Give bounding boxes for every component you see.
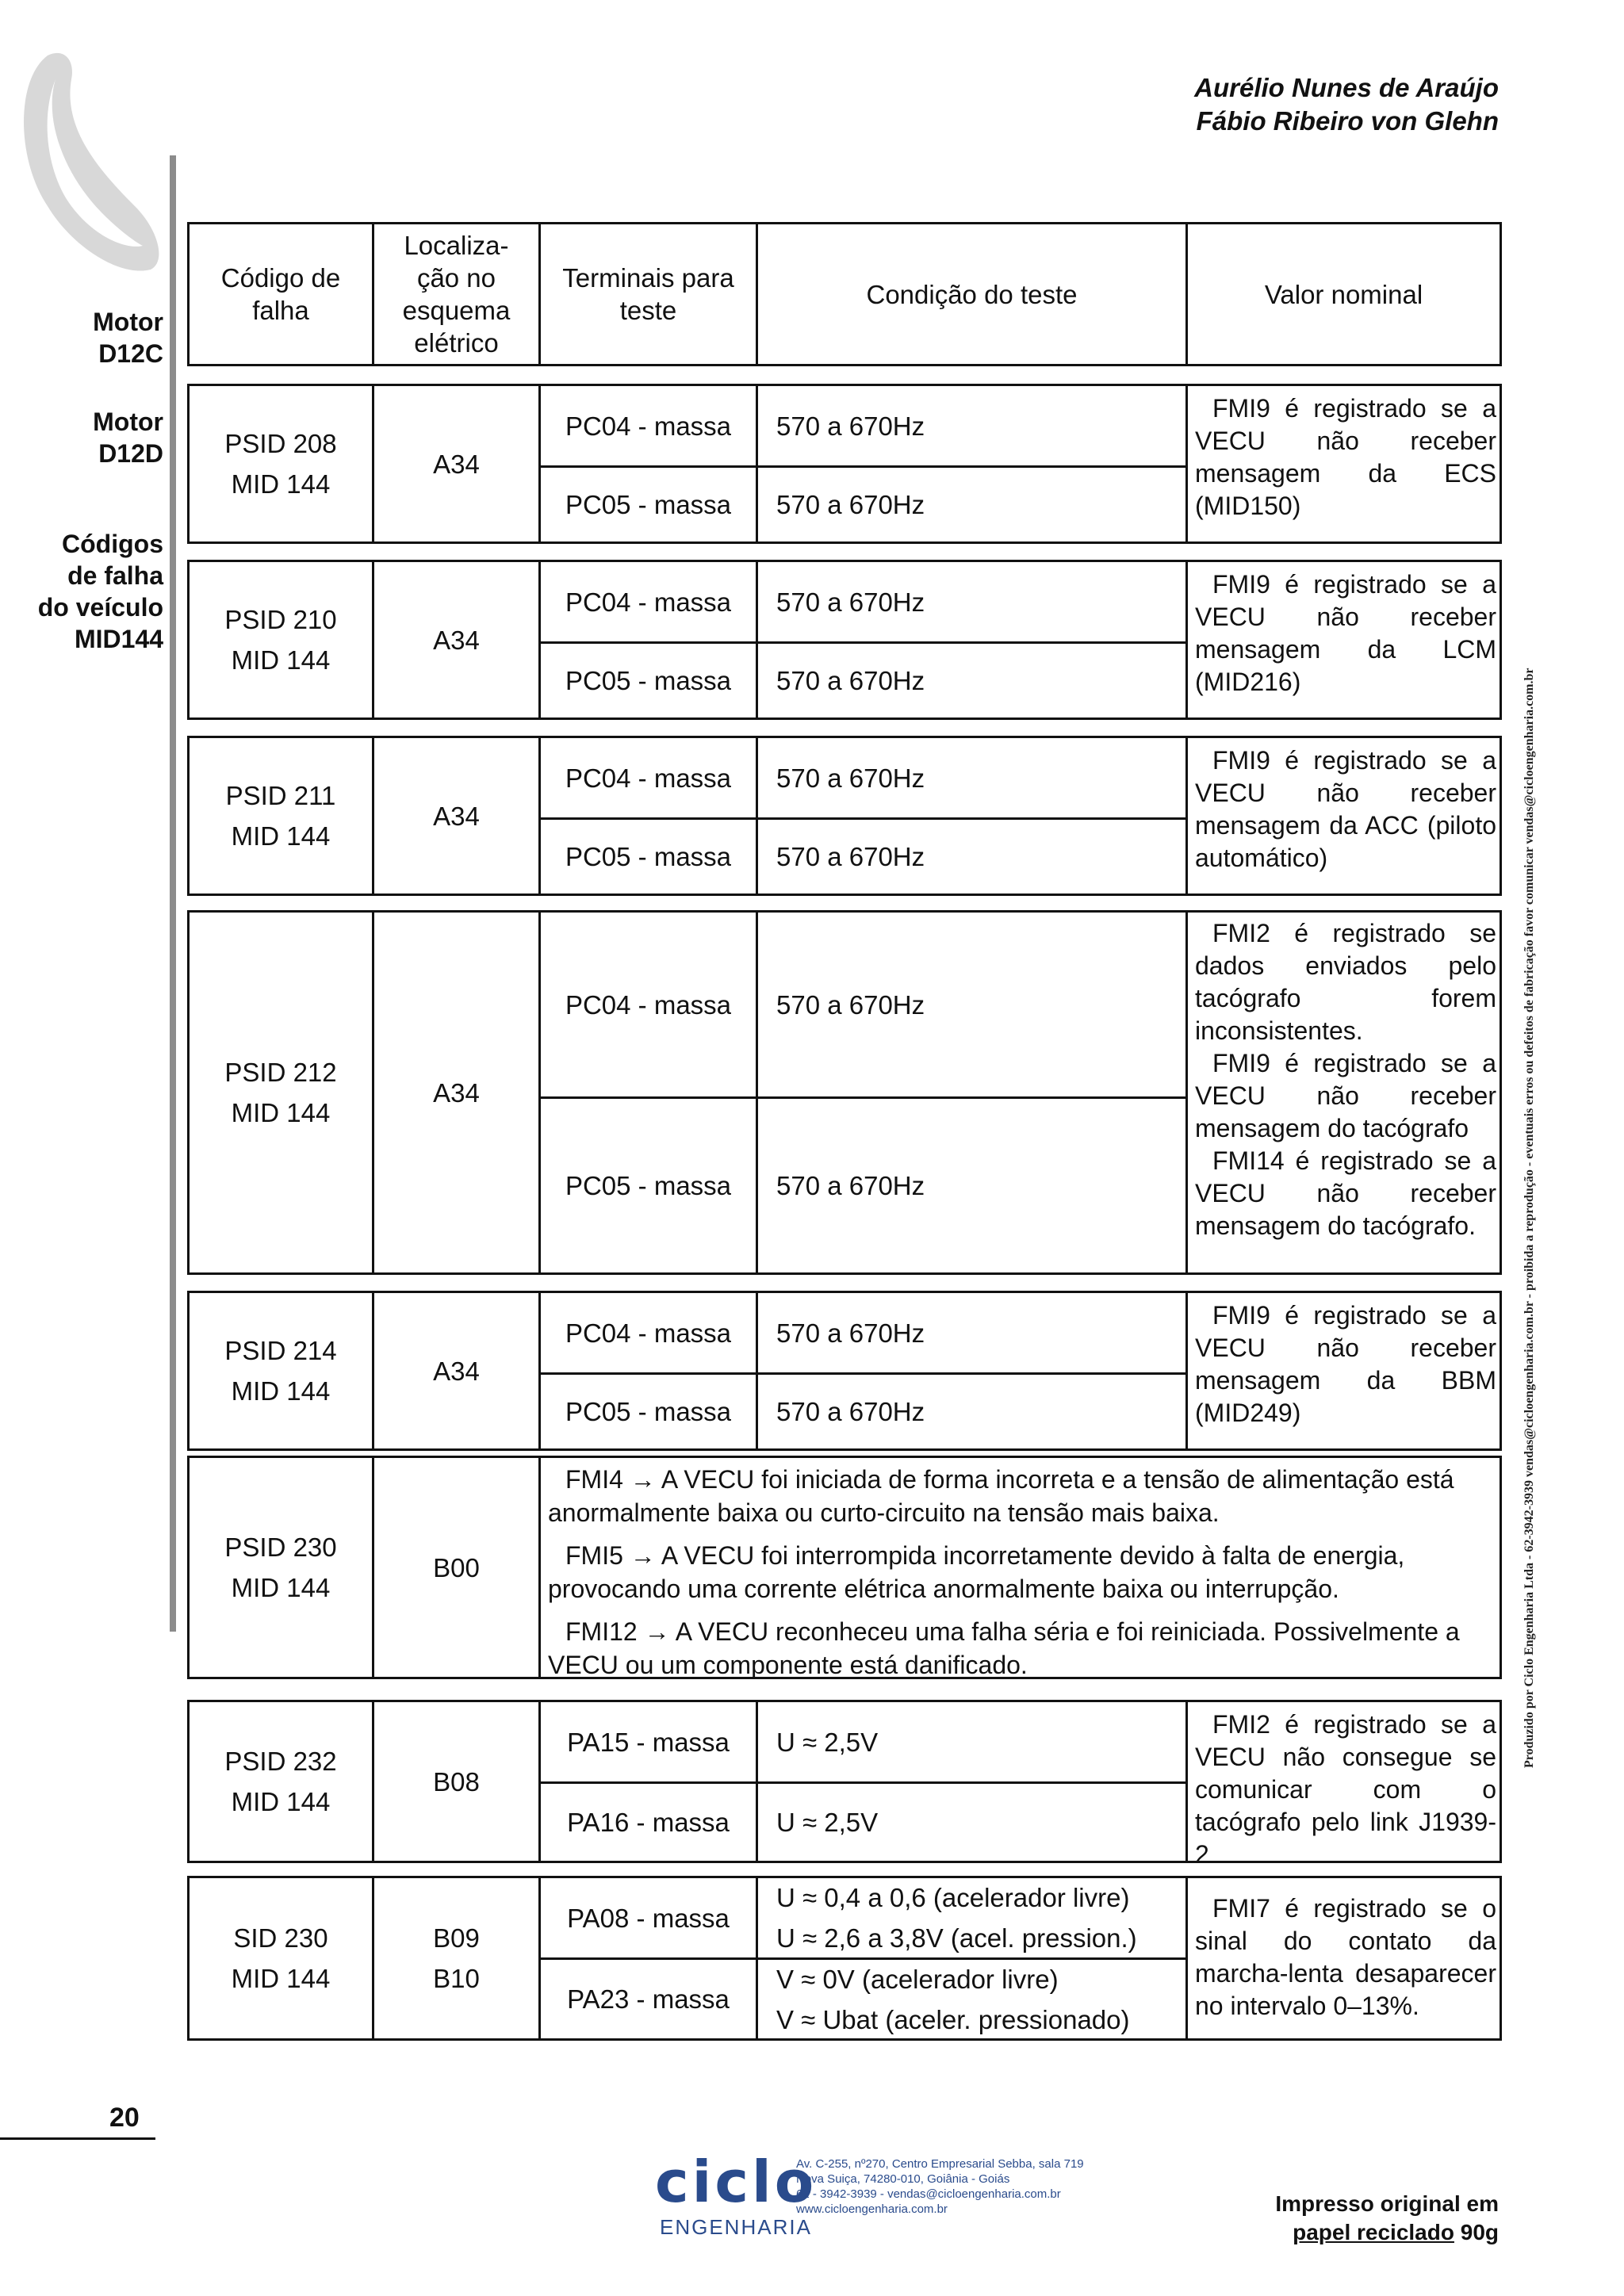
company-logo: ciclo <box>655 2149 818 2215</box>
nominal-value <box>1195 744 1496 874</box>
location-code: B08 <box>433 1766 480 1797</box>
table-row <box>187 736 1502 896</box>
header-nominal-value: Valor nominal <box>1264 279 1423 309</box>
company-logo-subtitle: ENGENHARIA <box>660 2215 812 2239</box>
table-row <box>187 910 1502 1275</box>
production-credit: Produzido por Ciclo Engenharia Ltda - 62-3942-3939 vendas@cicloengenharia.com.br - proibida a reprodução - eventuais erros ou defeitos de fabricação favor comunicar vendas@cicloengenharia.com.br <box>1522 668 1536 1768</box>
nominal-value-paragraph: FMI9 é registrado se a VECU não receber mensagem da ACC (piloto automático) <box>1195 746 1496 872</box>
test-condition: 570 a 670Hz <box>776 763 925 793</box>
nominal-value-paragraph: FMI9 é registrado se a VECU não receber mensagem da LCM (MID216) <box>1195 570 1496 696</box>
location-code: A34 <box>433 1077 480 1108</box>
nominal-value-paragraph: FMI14 é registrado se a VECU não receber mensagem do tacógrafo. <box>1195 1146 1496 1240</box>
fault-code: PSID 232 MID 144 <box>224 1747 337 1816</box>
test-condition: 570 a 670Hz <box>776 490 925 519</box>
section-label-motor-d12d <box>5 406 163 469</box>
header-condition: Condição do teste <box>866 279 1078 309</box>
fault-code: PSID 214 MID 144 <box>224 1336 337 1406</box>
test-condition: 570 a 670Hz <box>776 1397 925 1426</box>
table-row <box>187 560 1502 720</box>
test-terminal: PA23 - massa <box>567 1984 730 2014</box>
test-condition: 570 a 670Hz <box>776 587 925 617</box>
test-terminal: PA15 - massa <box>567 1727 730 1757</box>
test-terminal: PC04 - massa <box>565 763 732 793</box>
header-code: Código de falha <box>220 263 341 325</box>
author-name: Aurélio Nunes de Araújo <box>1194 73 1499 102</box>
nominal-value: FMI7 é registrado se o sinal do contato da marcha-lenta desaparecer no intervalo 0–13%. <box>1195 1894 1496 2020</box>
nominal-value-paragraph: FMI9 é registrado se a VECU não receber mensagem da BBM (MID249) <box>1195 1301 1496 1427</box>
test-condition: U ≈ 2,5V <box>776 1808 879 1837</box>
label-text: de falha <box>67 561 163 590</box>
label-text: Motor <box>93 308 163 336</box>
fmi-description: FMI4 → A VECU foi iniciada de forma incorreta e a tensão de alimentação está anormalmente baixa ou curto-circuito na tensão mais baixa. FMI5 → A VECU foi interrompida incorretamente devido à falta de energia, provocando uma corrente elétrica anormalmente baixa ou interrupção. FMI12 → A VECU reconheceu uma falha séria e foi reiniciada. Possivelmente a VECU ou um componente está danificado. <box>548 1465 1460 1679</box>
test-terminal: PC05 - massa <box>565 842 732 871</box>
location-code: A34 <box>433 625 480 655</box>
table-row-psid-232 <box>187 1700 1502 1869</box>
location-code: A34 <box>433 449 480 479</box>
test-terminal: PA16 - massa <box>567 1808 730 1837</box>
nominal-value-paragraph: FMI9 é registrado se a VECU não receber mensagem da ECS (MID150) <box>1195 394 1496 520</box>
table-row-sid-230 <box>187 1876 1502 2041</box>
fault-code: PSID 208 MID 144 <box>224 429 337 499</box>
decorative-swoosh <box>0 48 174 285</box>
location-code: A34 <box>433 1356 480 1386</box>
location-code: A34 <box>433 801 480 831</box>
side-bar <box>170 155 176 1632</box>
test-condition: V ≈ 0V (acelerador livre) V ≈ Ubat (aceler. pressionado) <box>776 1964 1130 2034</box>
table-row <box>187 384 1502 544</box>
test-terminal: PC04 - massa <box>565 587 732 617</box>
test-terminal: PC05 - massa <box>565 490 732 519</box>
fault-code: SID 230 MID 144 <box>231 1923 331 1993</box>
test-terminal: PC05 - massa <box>565 666 732 695</box>
nominal-value <box>1195 568 1496 698</box>
nominal-value <box>1195 1299 1496 1429</box>
label-text: Motor <box>93 408 163 436</box>
test-terminal: PC04 - massa <box>565 989 732 1020</box>
test-condition: 570 a 670Hz <box>776 1318 925 1348</box>
table-row-psid-230 <box>187 1456 1502 1679</box>
test-condition: 570 a 670Hz <box>776 666 925 695</box>
nominal-value <box>1195 917 1496 1242</box>
nominal-value <box>1195 392 1496 522</box>
table-header <box>187 222 1502 366</box>
location-code: B00 <box>433 1552 480 1582</box>
location-code: B09 B10 <box>433 1923 480 1993</box>
nominal-value-paragraph: FMI2 é registrado se dados enviados pelo tacógrafo forem inconsistentes. <box>1195 919 1496 1045</box>
authors <box>1194 71 1499 138</box>
label-text: D12D <box>98 439 163 468</box>
test-condition: 570 a 670Hz <box>776 842 925 871</box>
header-terminals: Terminais para teste <box>562 263 734 325</box>
company-address: Av. C-255, nº270, Centro Empresarial Sebba, sala 719 Nova Suiça, 74280-010, Goiânia - Goiás 62 - 3942-3939 - vendas@cicloengenharia.com.br www.cicloengenharia.com.br <box>796 2157 1084 2216</box>
header-location: Localiza- ção no esquema elétrico <box>402 231 511 358</box>
test-condition: 570 a 670Hz <box>776 989 925 1020</box>
test-terminal: PC05 - massa <box>565 1397 732 1426</box>
fault-code: PSID 210 MID 144 <box>224 605 337 675</box>
fault-code: PSID 230 MID 144 <box>224 1533 337 1602</box>
test-terminal: PC04 - massa <box>565 411 732 441</box>
printing-note: Impresso original em papel reciclado 90g <box>1275 2191 1499 2244</box>
label-text: do veículo <box>37 593 163 622</box>
divider <box>0 2137 155 2140</box>
test-condition: 570 a 670Hz <box>776 411 925 441</box>
test-terminal: PC04 - massa <box>565 1318 732 1348</box>
label-text: D12C <box>98 339 163 368</box>
nominal-value: FMI2 é registrado se a VECU não consegue se comunicar com o tacógrafo pelo link J1939-2 <box>1195 1710 1496 1869</box>
label-text: Códigos <box>62 530 163 558</box>
test-terminal: PA08 - massa <box>567 1903 730 1933</box>
section-label-motor-d12c <box>5 306 163 369</box>
page-number: 20 <box>109 2103 140 2133</box>
label-text: MID144 <box>74 625 163 653</box>
section-label-codes <box>5 528 163 655</box>
fault-code: PSID 212 MID 144 <box>224 1058 337 1127</box>
fault-code: PSID 211 MID 144 <box>225 781 336 851</box>
test-terminal: PC05 - massa <box>565 1171 732 1200</box>
table-row <box>187 1291 1502 1451</box>
nominal-value-paragraph: FMI9 é registrado se a VECU não receber mensagem do tacógrafo <box>1195 1049 1496 1142</box>
author-name: Fábio Ribeiro von Glehn <box>1196 106 1499 136</box>
test-condition: 570 a 670Hz <box>776 1171 925 1200</box>
test-condition: U ≈ 2,5V <box>776 1727 879 1757</box>
test-condition: U ≈ 0,4 a 0,6 (acelerador livre) U ≈ 2,6 a 3,8V (acel. pression.) <box>776 1883 1137 1953</box>
